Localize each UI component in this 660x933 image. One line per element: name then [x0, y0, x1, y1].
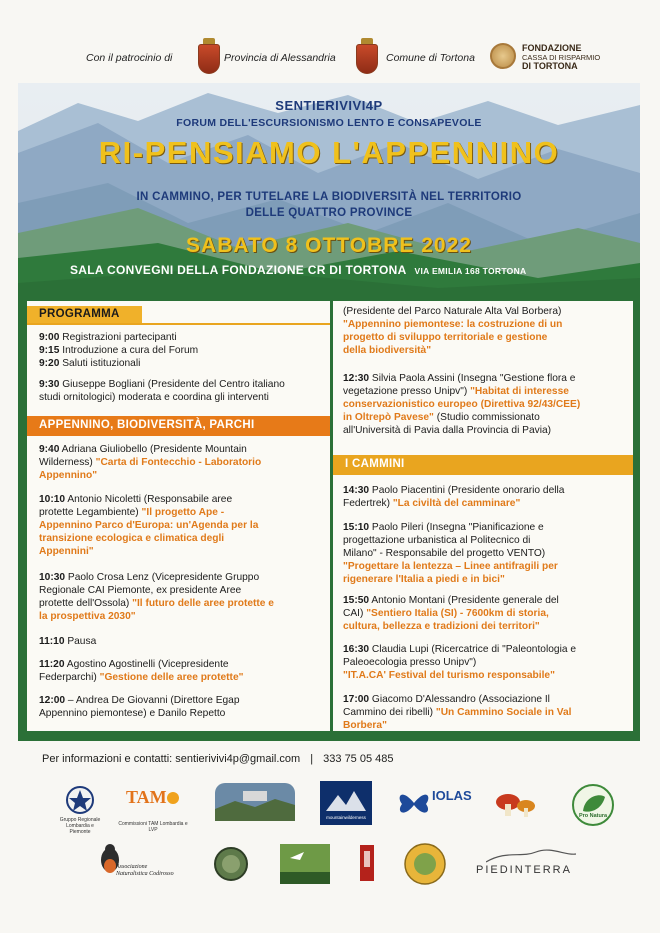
program-item: 11:20 Agostino Agostinelli (Vicepresidente Federparchi) "Gestione delle aree protette": [39, 659, 244, 683]
subtitle-line-1: IN CAMMINO, PER TUTELARE LA BIODIVERSITÀ NEL TERRITORIO: [136, 191, 522, 203]
butterfly-icon: [396, 786, 432, 820]
leaf-icon: [571, 783, 615, 827]
program-item: 9:00 Registrazioni partecipanti: [39, 332, 177, 343]
patronage-row: [0, 38, 660, 82]
program-item: 12:00 – Andrea De Giovanni (Direttore Egap Appennino piemontese) e Danilo Repetto: [39, 695, 240, 719]
fondazione-logo-icon: [490, 43, 516, 69]
program-item: 14:30 Paolo Piacentini (Presidente onorario della Federtrek) "La civiltà del camminare": [343, 485, 565, 509]
program-item: 9:20 Saluti istituzionali: [39, 358, 141, 369]
event-title: RI-PENSIAMO L'APPENNINO: [98, 135, 560, 170]
red-bar-logo: [358, 845, 376, 881]
provincia-name: Provincia di Alessandria: [224, 52, 336, 64]
contact-line: Per informazioni e contatti: sentierivivi4p@gmail.com | 333 75 05 485: [42, 753, 394, 765]
event-date: SABATO 8 OTTOBRE 2022: [186, 234, 472, 257]
program-item: 10:10 Antonio Nicoletti (Responsabile aree protette Legambiente) "Il progetto Ape - Appennino Parco d'Europa: un'Agenda per la transizione ecologica e climatica degli Appennini": [39, 494, 259, 557]
brand-name: SENTIERIVIVI4P: [275, 98, 383, 113]
program-right-column: [333, 301, 633, 731]
program-item: 11:10 Pausa: [39, 636, 97, 647]
bird-landscape-icon: [280, 844, 330, 884]
mountain-wilderness-logo: mountainwilderness: [320, 781, 372, 825]
mushroom-icon: [492, 790, 538, 820]
comune-name: Comune di Tortona: [386, 52, 475, 64]
program-item: 9:15 Introduzione a cura del Forum: [39, 345, 199, 356]
landscape-photo-icon: [215, 783, 295, 821]
globe-icon: [403, 842, 447, 886]
photo-logo: [215, 783, 295, 821]
green-landscape-logo: [280, 844, 330, 884]
terre-logo: [403, 842, 447, 886]
tam-logo: TAM Commissioni TAM Lombardia e LVP: [118, 787, 188, 833]
fondazione-name: FONDAZIONE CASSA DI RISPARMIO DI TORTONA: [522, 43, 601, 71]
venue-address: VIA EMILIA 168 TORTONA: [414, 266, 527, 276]
iolas-logo: IOLAS: [396, 786, 476, 822]
round-seal-logo: [213, 846, 249, 882]
codirosso-logo: Associazione Naturalistica Codirosso: [92, 840, 172, 884]
program-item: 17:00 Giacomo D'Alessandro (Associazione Il Cammino dei ribelli) "Un Cammino Sociale in Val Borbera": [343, 694, 572, 731]
cai-star-icon: [58, 785, 102, 815]
provincia-crest-icon: [198, 44, 220, 74]
forum-name: FORUM DELL'ESCURSIONISMO LENTO E CONSAPEVOLE: [176, 117, 482, 129]
red-bar-icon: [358, 845, 376, 881]
cai-logo: Gruppo Regionale Lombardia e Piemonte: [58, 785, 102, 831]
program-item: 12:30 Silvia Paola Assini (Insegna "Gestione flora e vegetazione presso Unipv") "Habitat di interesse conservazionistico europeo (Direttiva 92/43/CEE) in Oltrepò Pavese" (Studio commissionato all'Università di Pavia dalla Provincia di Pavia): [343, 373, 581, 436]
contact-label: Per informazioni e contatti:: [42, 753, 173, 765]
seal-icon: [213, 846, 249, 882]
comune-crest-icon: [356, 44, 378, 74]
program-item: 9:30 Giuseppe Bogliani (Presidente del Centro italiano studi ornitologici) moderata e coordina gli interventi: [39, 379, 285, 403]
mushroom-logo: [492, 790, 538, 820]
program-item: 15:50 Antonio Montani (Presidente generale del CAI) "Sentiero Italia (SI) - 7600km di storia, cultura, bellezza e tradizioni dei territori": [343, 595, 559, 632]
subtitle-line-2: DELLE QUATTRO PROVINCE: [245, 207, 413, 219]
program-left-column: [27, 301, 330, 731]
program-item: 9:40 Adriana Giuliobello (Presidente Mountain Wilderness) "Carta di Fontecchio - Laboratorio Appennino": [39, 444, 262, 481]
patronage-label: Con il patrocinio di: [86, 52, 173, 64]
event-venue: SALA CONVEGNI DELLA FONDAZIONE CR DI TORTONA VIA EMILIA 168 TORTONA: [70, 263, 527, 277]
program-item: 16:30 Claudia Lupi (Ricercatrice di "Paleontologia e Paleoecologia presso Unipv") "IT.A.CA' Festival del turismo responsabile": [343, 644, 576, 681]
program-item: 15:10 Paolo Pileri (Insegna "Pianificazione e progettazione urbanistica al Politecnico di Milano" - Responsabile del progetto VENTO) "Progettare la lentezza – Linee antifragili per rigenerare l'Italia a piedi e in bici": [343, 522, 558, 585]
contact-email[interactable]: sentierivivi4p@gmail.com: [175, 753, 301, 765]
poster-body: [18, 83, 640, 741]
hills-line-icon: [486, 848, 576, 864]
divider: [27, 323, 330, 325]
contact-phone[interactable]: 333 75 05 485: [323, 753, 394, 765]
program-item: (Presidente del Parco Naturale Alta Val Borbera) "Appennino piemontese: la costruzione di un progetto di sviluppo territoriale e gestione della biodiversità": [343, 306, 563, 356]
section-walks-heading: I CAMMINI: [333, 455, 633, 475]
section-parks-heading: APPENNINO, BIODIVERSITÀ, PARCHI: [27, 416, 330, 436]
program-item: 10:30 Paolo Crosa Lenz (Vicepresidente Gruppo Regionale CAI Piemonte, ex presidente Aree protette dell'Ossola) "Il futuro delle aree protette e la prospettiva 2030": [39, 572, 274, 622]
program-heading: PROGRAMMA: [27, 306, 142, 324]
sun-icon: [162, 787, 184, 805]
pro-natura-logo: Pro Natura: [571, 783, 615, 827]
piedinterra-logo: PIEDINTERRA: [476, 848, 596, 884]
